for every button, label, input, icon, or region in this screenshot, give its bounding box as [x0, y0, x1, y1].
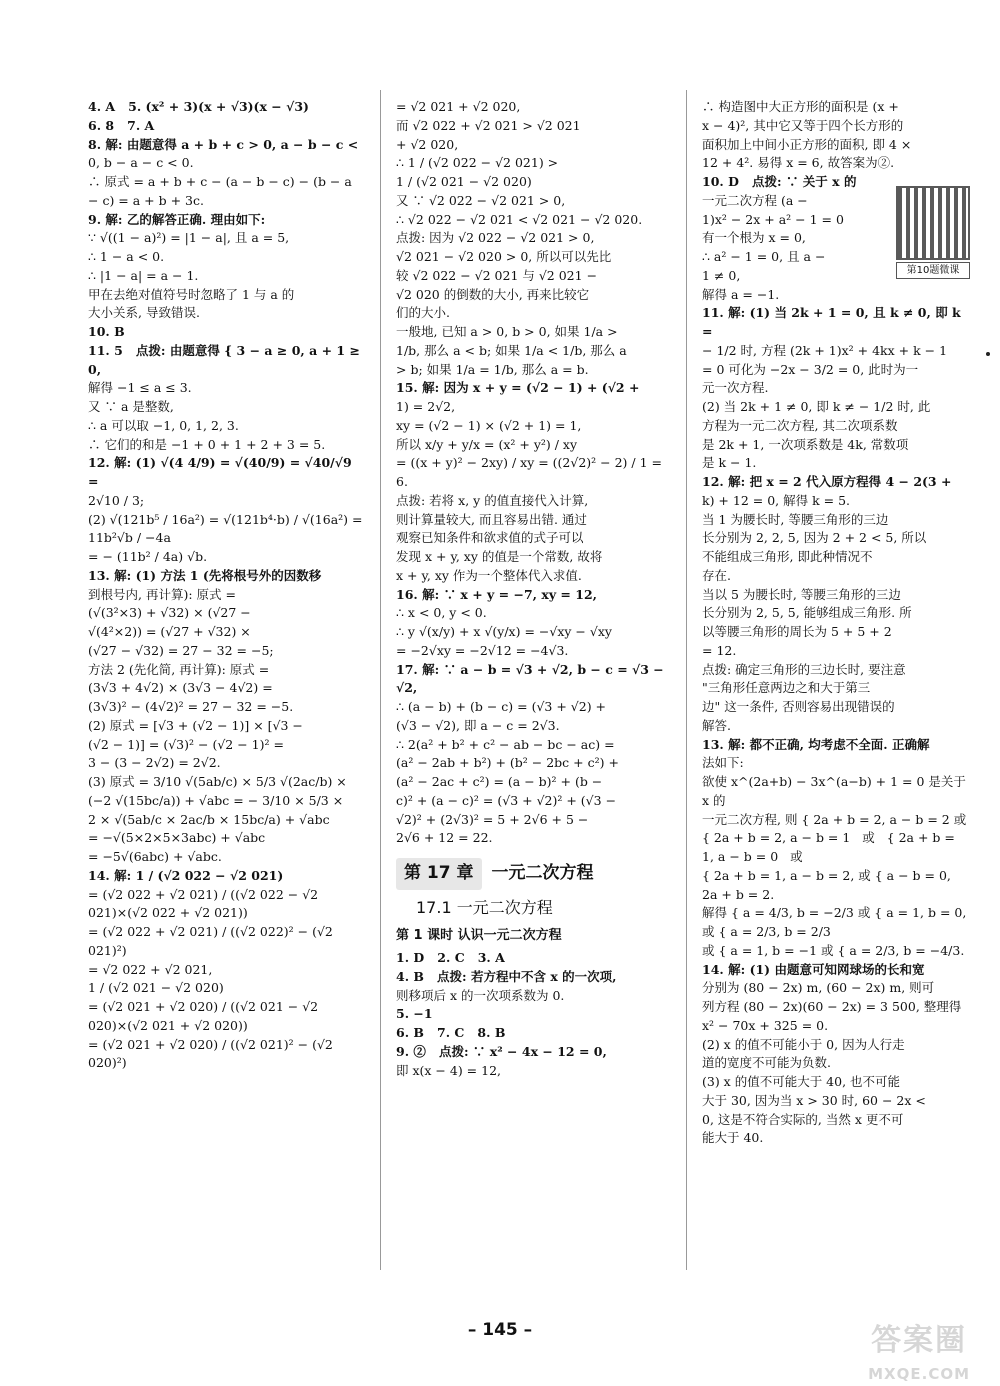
answer-line: x + y, xy 作为一个整体代入求值.	[396, 567, 582, 583]
answer-line: c)² + (a − c)² = (√3 + √2)² + (√3 −	[396, 792, 617, 808]
chapter-title: 一元二次方程	[491, 863, 594, 883]
answer-line: 一般地, 已知 a > 0, b > 0, 如果 1/a >	[396, 324, 618, 339]
answer-line: (3) 原式 = 3/10 √(5ab/c) × 5/3 √(2ac/b) ×	[88, 774, 347, 789]
answer-line: 是 2k + 1, 一次项系数是 4k, 常数项	[702, 436, 909, 452]
answer-line: 12. 解: 把 x = 2 代入原方程得 4 − 2(3 +	[702, 474, 952, 489]
answer-line: = (√2 022 + √2 021) / ((√2 022)² − (√2 021)²)	[88, 924, 337, 958]
answer-line: 则计算量较大, 而且容易出错. 通过	[396, 511, 587, 527]
answer-line: 6. B 7. C 8. B	[396, 1025, 506, 1040]
answer-line: 1. D 2. C 3. A	[396, 950, 505, 965]
answer-line: xy = (√2 − 1) × (√2 + 1) = 1,	[396, 417, 582, 433]
answer-line: (2) 原式 = [√3 + (√2 − 1)] × [√3 −	[88, 717, 303, 733]
answer-line: − c) = a + b + 3c.	[88, 192, 204, 208]
answer-line: 当以 5 为腰长时, 等腰三角形的三边	[702, 586, 901, 602]
answer-line: "三角形任意两边之和大于第三	[702, 680, 871, 696]
column-3	[702, 98, 970, 1148]
answer-line: ∴ 2(a² + b² + c² − ab − bc − ac) =	[396, 736, 615, 752]
answer-line: = √2 021 + √2 020,	[396, 99, 521, 114]
answer-line: ∴ 1 / (√2 022 − √2 021) >	[396, 155, 559, 171]
answer-line: 长分别为 2, 5, 5, 能够组成三角形. 所	[702, 605, 912, 621]
answer-line: 到根号内, 再计算): 原式 =	[88, 586, 236, 602]
answer-line: 大小关系, 导致错误.	[88, 305, 200, 321]
answer-line: 4. B 点拨: 若方程中不含 x 的一次项,	[396, 968, 617, 984]
answer-line: 4. A 5. (x² + 3)(x + √3)(x − √3)	[88, 99, 309, 114]
answer-line: (a² − 2ab + b²) + (b² − 2bc + c²) +	[396, 755, 619, 771]
answer-line: 则移项后 x 的一次项系数为 0.	[396, 987, 565, 1003]
answer-line: (3) x 的值不可能大于 40, 也不可能	[702, 1074, 901, 1089]
answer-line: + √2 020,	[396, 136, 459, 152]
answer-line: 方法 2 (先化简, 再计算): 原式 =	[88, 661, 270, 677]
answer-line: ∴ y √(x/y) + x √(y/x) = −√xy − √xy	[396, 624, 612, 639]
answer-line: 10. D 点拨: ∵ 关于 x 的	[702, 174, 857, 189]
answer-line: 8. 解: 由题意得 a + b + c > 0, a − b − c <	[88, 136, 359, 152]
answer-line: 边" 这一条件, 否则容易出现错误的	[702, 699, 895, 714]
column-divider-1	[380, 90, 381, 1270]
answer-line: 长分别为 2, 2, 5, 因为 2 + 2 < 5, 所以	[702, 530, 927, 546]
margin-dot	[986, 352, 990, 356]
answer-line: (−2 √(15bc/a)) + √abc = − 3/10 × 5/3 ×	[88, 792, 344, 808]
answer-line: (2) √(121b⁵ / 16a²) = √(121b⁴·b) / √(16a²) = 11b²√b / −4a	[88, 511, 367, 546]
watermark	[868, 1318, 970, 1386]
answer-line: 1 ≠ 0,	[702, 267, 741, 283]
answer-line: 或 { a = 1, b = −1 或 { a = 2/3, b = −4/3.	[702, 942, 965, 958]
answer-line: 1 / (√2 021 − √2 020)	[88, 980, 224, 996]
answer-line: (√2 − 1)] = (√3)² − (√2 − 1)² =	[88, 736, 284, 752]
answer-line: 1/b, 那么 a < b; 如果 1/a < 1/b, 那么 a	[396, 342, 627, 358]
chapter-heading	[396, 858, 664, 890]
answer-line: 道的宽度不可能为负数.	[702, 1055, 831, 1071]
answer-line: 17. 解: ∵ a − b = √3 + √2, b − c = √3 − √2,	[396, 661, 669, 696]
answer-line: = ((x + y)² − 2xy) / xy = ((2√2)² − 2) / 1 = 6.	[396, 455, 666, 489]
answer-line: 解得 { a = 4/3, b = −2/3 或 { a = 1, b = 0, 或 { a = 2/3, b = 2/3	[702, 905, 971, 939]
answer-line: 点拨: 因为 √2 022 − √2 021 > 0,	[396, 230, 595, 246]
answer-line: 以等腰三角形的周长为 5 + 5 + 2	[702, 624, 892, 639]
section-title: 17.1 一元二次方程	[416, 897, 553, 917]
answer-line: 10. B	[88, 324, 125, 339]
answer-line: x − 4)², 其中它又等于四个长方形的	[702, 117, 904, 133]
answer-line: 又 ∵ a 是整数,	[88, 399, 174, 414]
answer-line: (3√3)² − (4√2)² = 27 − 32 = −5.	[88, 699, 294, 714]
answer-line: 解得 a = −1.	[702, 286, 780, 302]
answer-line: = −5√(6abc) + √abc.	[88, 849, 222, 864]
answer-line: > b; 如果 1/a = 1/b, 那么 a = b.	[396, 361, 589, 377]
answer-line: (2) x 的值不可能小于 0, 因为人行走	[702, 1036, 905, 1052]
answer-line: √2)² + (2√3)² = 5 + 2√6 + 5 −	[396, 811, 589, 827]
answer-line: 点拨: 若将 x, y 的值直接代入计算,	[396, 492, 589, 508]
answer-line: 发现 x + y, xy 的值是一个常数, 故将	[396, 549, 603, 564]
answer-line: 欲使 x^(2a+b) − 3x^(a−b) + 1 = 0 是关于 x 的	[702, 774, 970, 808]
answer-line: ∴ |1 − a| = a − 1.	[88, 267, 199, 283]
qr-code-block[interactable]	[896, 186, 970, 279]
answer-line: (√27 − √32) = 27 − 32 = −5;	[88, 642, 274, 658]
answer-line: = (√2 021 + √2 020) / ((√2 021)² − (√2 020)²)	[88, 1036, 337, 1071]
answer-line: 一元二次方程 (a −	[702, 192, 808, 208]
column-1	[88, 98, 367, 1073]
answer-line: 方程为一元二次方程, 其二次项系数	[702, 417, 898, 433]
answer-line: 所以 x/y + y/x = (x² + y²) / xy	[396, 436, 578, 452]
answer-line: = (√2 022 + √2 021) / ((√2 022 − √2 021)×(√2 022 + √2 021))	[88, 886, 323, 921]
answer-line: = −√(5×2×5×3abc) + √abc	[88, 830, 266, 846]
answer-line: 一元二次方程, 则 { 2a + b = 2, a − b = 2 或	[702, 811, 967, 827]
answer-line: 11. 5 点拨: 由题意得 { 3 − a ≥ 0, a + 1 ≥ 0,	[88, 342, 365, 377]
answer-line: ∴ √2 022 − √2 021 < √2 021 − √2 020.	[396, 211, 643, 227]
answer-line: { 2a + b = 1, a − b = 2, 或 { a − b = 0, 2a + b = 2.	[702, 867, 955, 902]
column-2-lesson-answers	[396, 949, 664, 1080]
answer-line: 5. −1	[396, 1006, 433, 1022]
page-number: – 145 –	[467, 1320, 533, 1340]
answer-line: 2√10 / 3;	[88, 492, 145, 508]
answer-line: ∴ (a − b) + (b − c) = (√3 + √2) +	[396, 699, 607, 714]
answer-line: 9. 解: 乙的解答正确. 理由如下:	[88, 211, 266, 227]
answer-line: 1 / (√2 021 − √2 020)	[396, 174, 532, 189]
answer-line: 2√6 + 12 = 22.	[396, 830, 493, 846]
column-2	[396, 98, 669, 1080]
answer-line: 13. 解: 都不正确, 均考虑不全面. 正确解	[702, 736, 930, 752]
answer-line: 解得 −1 ≤ a ≤ 3.	[88, 380, 192, 396]
answer-line: 13. 解: (1) 方法 1 (先将根号外的因数移	[88, 567, 322, 583]
column-2-answers	[396, 98, 669, 848]
answer-line: ∴ 构造图中大正方形的面积是 (x +	[702, 99, 899, 114]
answer-line: 点拨: 确定三角形的三边长时, 要注意	[702, 661, 906, 677]
answer-line: 元一次方程.	[702, 380, 769, 396]
answer-line: 11. 解: (1) 当 2k + 1 = 0, 且 k ≠ 0, 即 k =	[702, 305, 966, 339]
answer-line: = 0 可化为 −2x − 3/2 = 0, 此时为一	[702, 361, 919, 377]
answer-line: ∴ a² − 1 = 0, 且 a −	[702, 249, 826, 264]
watermark-url: MXQE.COM	[868, 1365, 970, 1383]
answer-line: 16. 解: ∵ x + y = −7, xy = 12,	[396, 586, 598, 602]
answer-line: 0, 这是不符合实际的, 当然 x 更不可	[702, 1111, 904, 1127]
answer-line: 存在.	[702, 567, 731, 583]
answer-line: 法如下:	[702, 755, 744, 771]
watermark-logo-text: 答案圈	[871, 1323, 968, 1358]
answer-line: 2 × √(5ab/c × 2ac/b × 15bc/a) + √abc	[88, 811, 330, 827]
answer-line: 当 1 为腰长时, 等腰三角形的三边	[702, 511, 889, 527]
qr-code-icon	[896, 186, 970, 260]
answer-line: { 2a + b = 2, a − b = 1 或 { 2a + b = 1, a − b = 0 或	[702, 830, 959, 864]
answer-line: ∴ 它们的和是 −1 + 0 + 1 + 2 + 3 = 5.	[88, 436, 326, 452]
answer-line: 面积加上中间小正方形的面积, 即 4 ×	[702, 136, 912, 152]
answer-line: √(4²×2)) = (√27 + √32) ×	[88, 624, 251, 639]
answer-line: 3 − (3 − 2√2) = 2√2.	[88, 755, 221, 771]
answer-line: (√(3²×3) + √32) × (√27 −	[88, 605, 251, 621]
answer-line: = 12.	[702, 642, 737, 658]
column-divider-2	[686, 90, 687, 1270]
answer-line: = √2 022 + √2 021,	[88, 961, 213, 977]
answer-line: ∴ 原式 = a + b + c − (a − b − c) − (b − a	[88, 174, 352, 189]
answer-line: 解答.	[702, 717, 731, 733]
answer-line: 甲在去绝对值符号时忽略了 1 与 a 的	[88, 286, 295, 302]
answer-line: = (√2 021 + √2 020) / ((√2 021 − √2 020)×(√2 021 + √2 020))	[88, 999, 323, 1033]
answer-line: 14. 解: 1 / (√2 022 − √2 021)	[88, 867, 284, 883]
answer-line: k) + 12 = 0, 解得 k = 5.	[702, 492, 850, 508]
answer-line: 6. 8 7. A	[88, 117, 155, 133]
answer-line: 们的大小.	[396, 305, 450, 321]
answer-line: 较 √2 022 − √2 021 与 √2 021 −	[396, 267, 598, 283]
chapter-number: 第 17 章	[396, 858, 482, 890]
answer-line: = − (11b² / 4a) √b.	[88, 549, 208, 564]
answer-line: 9. ② 点拨: ∵ x² − 4x − 12 = 0,	[396, 1043, 607, 1059]
answer-line: √2 021 − √2 020 > 0, 所以可以先比	[396, 249, 612, 264]
answer-line: 是 k − 1.	[702, 455, 757, 471]
answer-line: 观察已知条件和欲求值的式子可以	[396, 530, 584, 546]
answer-line: (a² − 2ac + c²) = (a − b)² + (b −	[396, 774, 603, 789]
answer-line: 又 ∵ √2 022 − √2 021 > 0,	[396, 192, 566, 208]
answer-line: 1) = 2√2,	[396, 399, 456, 414]
answer-line: ∵ √((1 − a)²) = |1 − a|, 且 a = 5,	[88, 230, 290, 246]
answer-line: 1)x² − 2x + a² − 1 = 0	[702, 211, 844, 227]
qr-label: 第10题微课	[896, 262, 970, 279]
answer-line: 分别为 (80 − 2x) m, (60 − 2x) m, 则可	[702, 980, 935, 996]
answer-line: 14. 解: (1) 由题意可知网球场的长和宽	[702, 961, 925, 977]
answer-line: 15. 解: 因为 x + y = (√2 − 1) + (√2 +	[396, 380, 640, 396]
answer-line: ∴ a 可以取 −1, 0, 1, 2, 3.	[88, 417, 239, 433]
answer-line: − 1/2 时, 方程 (2k + 1)x² + 4kx + k − 1	[702, 342, 948, 358]
lesson-title: 第 1 课时 认识一元二次方程	[396, 927, 562, 943]
answer-line: 大于 30, 因为当 x > 30 时, 60 − 2x <	[702, 1092, 926, 1108]
answer-line: ∴ 1 − a < 0.	[88, 249, 165, 264]
answer-line: (√3 − √2), 即 a − c = 2√3.	[396, 717, 560, 733]
answer-line: = −2√xy = −2√12 = −4√3.	[396, 642, 569, 658]
answer-line: √2 020 的倒数的大小, 再来比较它	[396, 286, 590, 302]
answer-line: 即 x(x − 4) = 12,	[396, 1062, 501, 1078]
answer-line: 12 + 4². 易得 x = 6, 故答案为②.	[702, 155, 895, 171]
answer-line: 不能组成三角形, 即此种情况不	[702, 549, 873, 564]
answer-line: 能大于 40.	[702, 1130, 764, 1146]
answer-line: ∴ x < 0, y < 0.	[396, 605, 487, 621]
answer-line: (2) 当 2k + 1 ≠ 0, 即 k ≠ − 1/2 时, 此	[702, 399, 931, 414]
answer-line: 12. 解: (1) √(4 4/9) = √(40/9) = √40/√9 =	[88, 455, 357, 489]
answer-line: 0, b − a − c < 0.	[88, 155, 194, 171]
answer-line: 列方程 (80 − 2x)(60 − 2x) = 3 500, 整理得 x² − 70x + 325 = 0.	[702, 999, 966, 1033]
answer-line: (3√3 + 4√2) × (3√3 − 4√2) =	[88, 680, 273, 696]
answer-line: 而 √2 022 + √2 021 > √2 021	[396, 117, 581, 133]
answer-line: 有一个根为 x = 0,	[702, 230, 806, 246]
